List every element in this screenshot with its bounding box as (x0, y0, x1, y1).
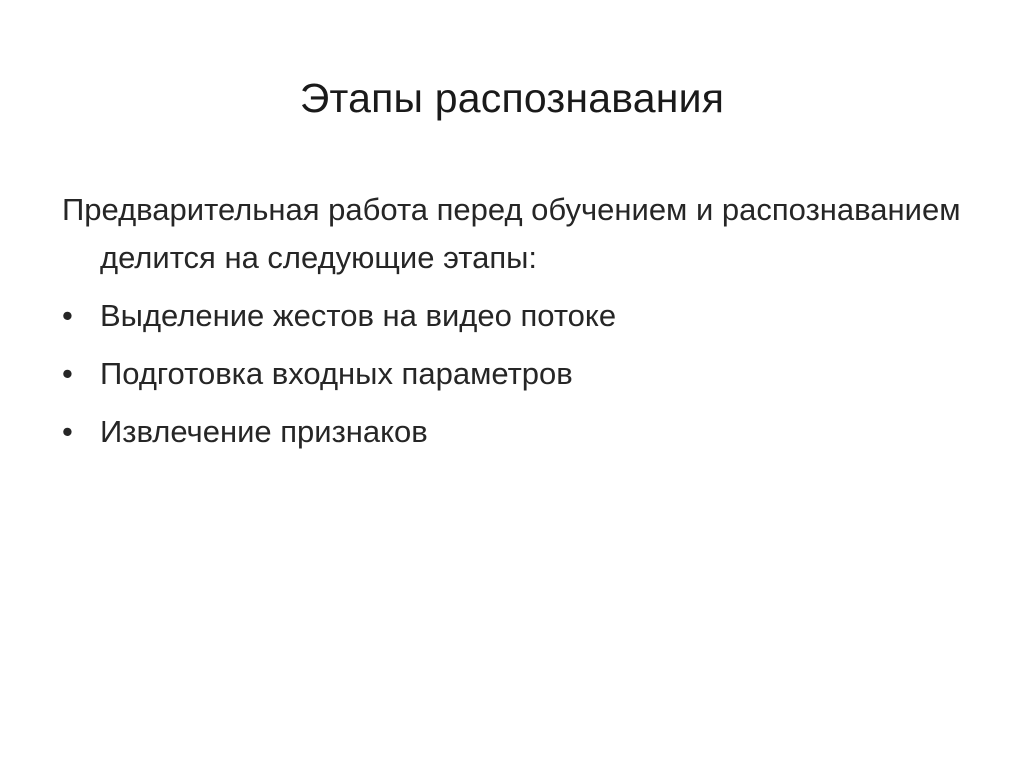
slide-content (62, 186, 962, 466)
bullet-text: Подготовка входных параметров (100, 356, 573, 391)
bullet-text: Извлечение признаков (100, 414, 428, 449)
bullet-list (62, 292, 962, 456)
intro-paragraph: Предварительная работа перед обучением и распознаванием делится на следующие этапы: (62, 192, 961, 275)
bullet-item (62, 408, 962, 456)
bullet-icon: • (62, 298, 73, 333)
bullet-item (62, 350, 962, 398)
bullet-icon: • (62, 414, 73, 449)
bullet-text: Выделение жестов на видео потоке (100, 298, 617, 333)
slide-title: Этапы распознавания (299, 75, 725, 121)
bullet-icon: • (62, 356, 73, 391)
bullet-item (62, 292, 962, 340)
